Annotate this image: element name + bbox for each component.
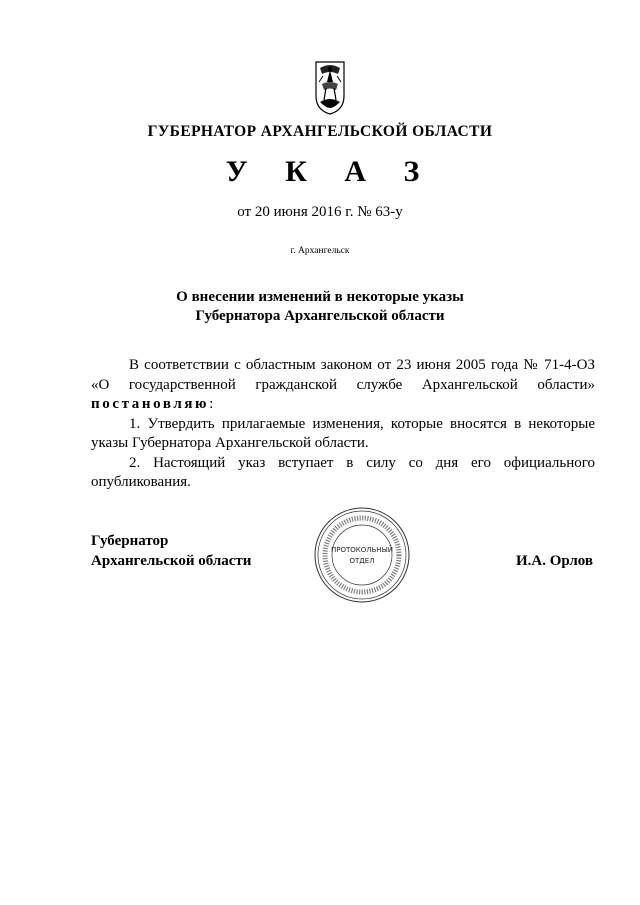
signatory-title-line-1: Губернатор [91, 533, 169, 549]
document-subject [0, 288, 640, 326]
preamble-text: В соответствии с областным законом от 23 июня 2005 года № 71-4-ОЗ «О государственной гражданской службе Архангельской области» [91, 357, 595, 393]
decree-item-2: 2. Настоящий указ вступает в силу со дня его официального опубликования. [91, 454, 595, 490]
subject-line-1: О внесении изменений в некоторые указы [176, 289, 464, 305]
issuing-authority: ГУБЕРНАТОР АРХАНГЕЛЬСКОЙ ОБЛАСТИ [147, 123, 493, 140]
document-body [91, 356, 595, 493]
signatory-title-line-2: Архангельской области [91, 553, 252, 569]
preamble-paragraph [91, 356, 595, 415]
stamp-text-line-2: ОТДЕЛ [349, 557, 375, 565]
subject-line-2: Губернатора Архангельской области [195, 308, 445, 324]
document-type-title: У К А З [225, 155, 435, 188]
official-stamp [312, 506, 412, 604]
decree-item-1: 1. Утвердить прилагаемые изменения, которые вносятся в некоторые указы Губернатора Архангельской области. [91, 415, 595, 451]
coat-of-arms-icon [314, 60, 346, 116]
signatory-title [91, 531, 251, 571]
preamble-colon: : [209, 396, 214, 412]
signatory-name: И.А. Орлов [516, 553, 594, 569]
decree-keyword: постановляю [91, 396, 210, 412]
stamp-text-line-1: ПРОТОКОЛЬНЫЙ [330, 546, 394, 554]
document-date-number: от 20 июня 2016 г. № 63-у [237, 204, 403, 220]
document-city: г. Архангельск [290, 246, 350, 256]
